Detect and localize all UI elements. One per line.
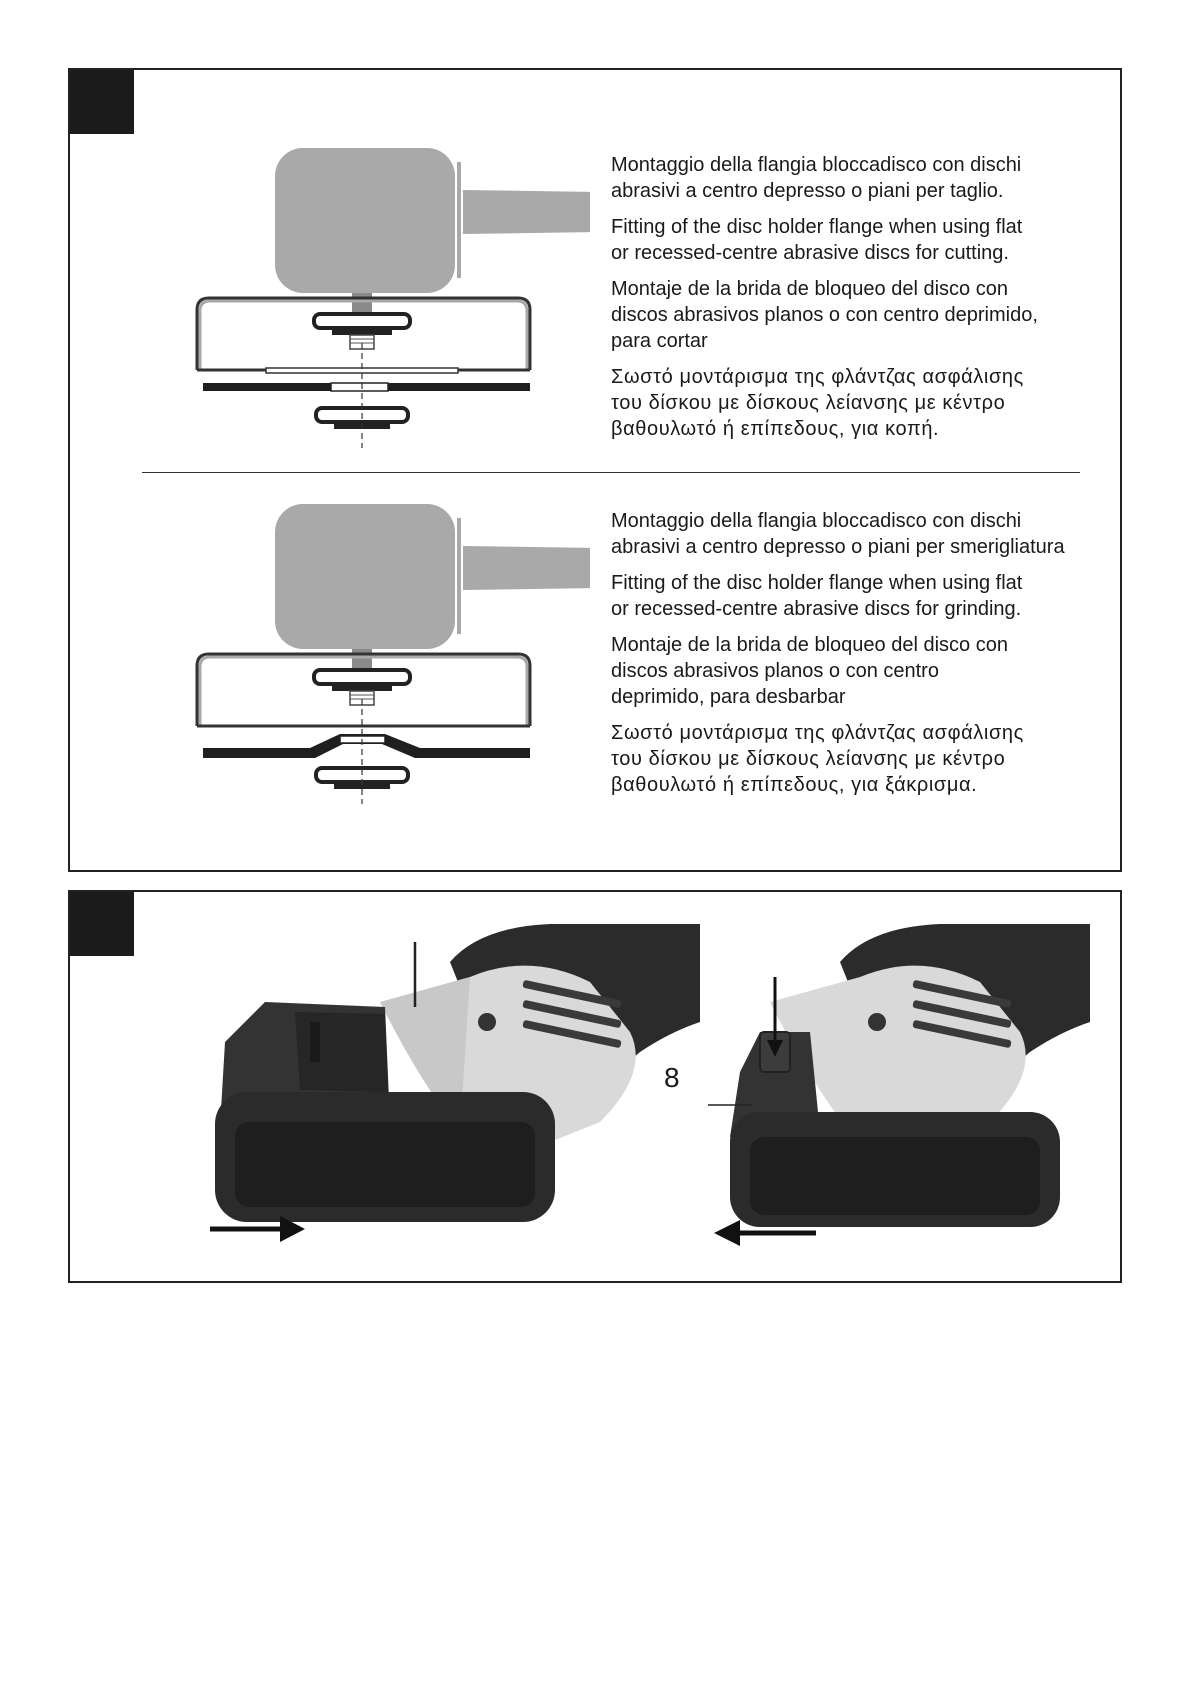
figure-number-badge: [70, 892, 134, 956]
caption-it: Montaggio della flangia bloccadisco con dischi abrasivi a centro depresso o piani per taglio.: [611, 154, 1022, 202]
caption-es: Montaje de la brida de bloqueo del disco con discos abrasivos planos o con centro deprimido, para cortar: [611, 278, 1038, 352]
caption-es: Montaje de la brida de bloqueo del disco con discos abrasivos planos o con centro deprimido, para desbarbar: [611, 634, 1008, 708]
figure-panel-battery: [68, 890, 1122, 1283]
grinder-head-icon: [275, 504, 590, 649]
caption-en: Fitting of the disc holder flange when using flat or recessed-centre abrasive discs for grinding.: [611, 572, 1023, 620]
figure-number-badge: [70, 70, 134, 134]
callout-number: 8: [664, 1062, 680, 1093]
photo-insert-battery: [130, 922, 710, 1257]
caption-grinding: [611, 508, 1111, 808]
grinder-body-icon: [770, 924, 1090, 1142]
caption-it: Montaggio della flangia bloccadisco con dischi abrasivi a centro depresso o piani per smerigliatura: [611, 510, 1065, 558]
photo-remove-battery: [670, 922, 1100, 1257]
caption-en: Fitting of the disc holder flange when using flat or recessed-centre abrasive discs for cutting.: [611, 216, 1023, 264]
depressed-centre-disc-icon: [203, 734, 530, 758]
section-divider: [142, 472, 1080, 473]
diagram-grinding-disc-assembly: [120, 504, 590, 804]
spindle-icon: [352, 293, 372, 313]
spindle-icon: [352, 649, 372, 669]
figure-panel-disc-mounting: [68, 68, 1122, 872]
caption-el: Σωστό μοντάρισμα της φλάντζας ασφάλισης του δίσκου με δίσκους λείανσης με κέντρο βαθουλωτό ή επίπεδους, για ξάκρισμα.: [611, 722, 1024, 796]
caption-cutting: [611, 152, 1111, 452]
grinder-head-icon: [275, 148, 590, 293]
diagram-cutting-disc-assembly: [120, 148, 590, 448]
caption-el: Σωστό μοντάρισμα της φλάντζας ασφάλισης του δίσκου με δίσκους λείανσης με κέντρο βαθουλωτό ή επίπεδους, για κοπή.: [611, 366, 1024, 440]
flat-cutting-disc-icon: [203, 383, 530, 391]
